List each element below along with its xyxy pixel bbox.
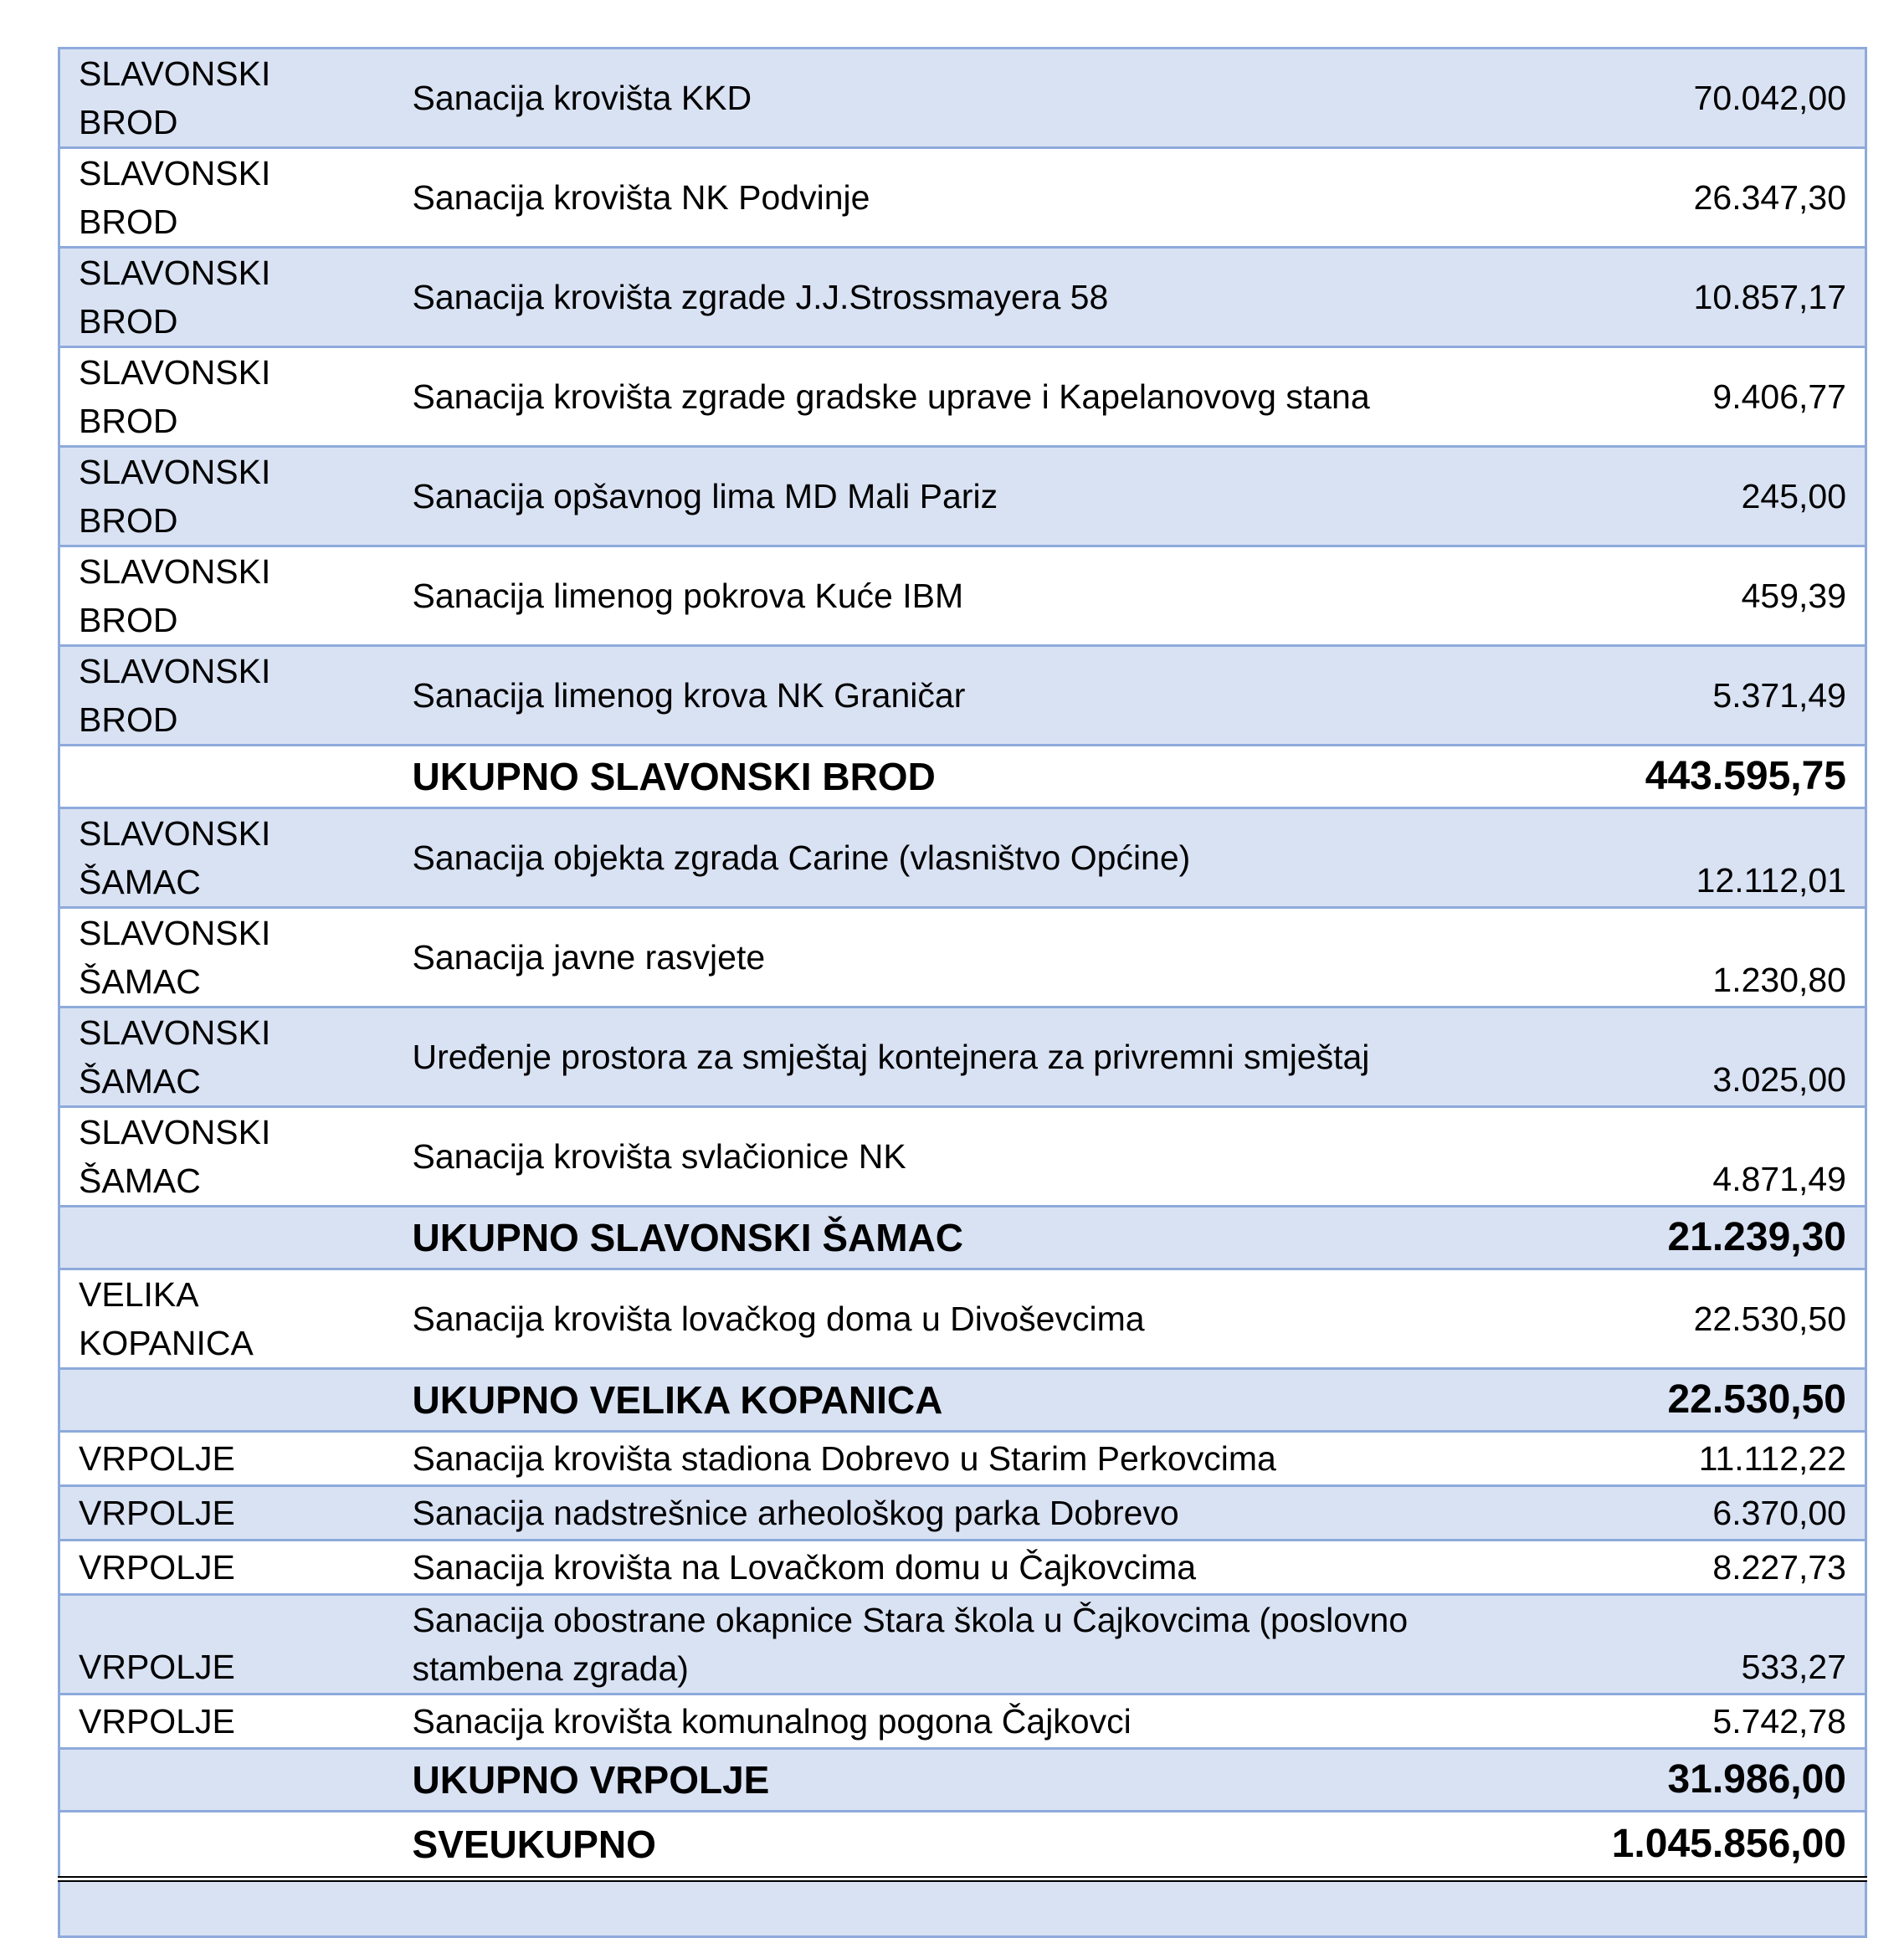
description-cell: Sanacija krovišta zgrade J.J.Strossmayera 58 [394,248,1481,347]
municipality-cell [59,1369,394,1432]
subtotal-label: UKUPNO VRPOLJE [394,1749,1481,1812]
description-cell: Sanacija krovišta lovačkog doma u Divoševcima [394,1269,1481,1369]
amount-cell: 10.857,17 [1481,248,1866,347]
description-cell: Uređenje prostora za smještaj kontejnera za privremni smještaj [394,1007,1481,1107]
municipality-cell: SLAVONSKI BROD [59,148,394,248]
description-cell: Sanacija krovišta na Lovačkom domu u Čajkovcima [394,1541,1481,1595]
municipality-cell: SLAVONSKI ŠAMAC [59,808,394,908]
amount-cell: 22.530,50 [1481,1269,1866,1369]
table-row [59,248,1866,347]
subtotal-row [59,746,1866,808]
description-cell: Sanacija krovišta svlačionice NK [394,1107,1481,1207]
amount-cell: 12.112,01 [1481,808,1866,908]
table-row [59,546,1866,646]
municipality-cell: VRPOLJE [59,1486,394,1541]
municipality-cell [59,1207,394,1269]
description-cell: Sanacija krovišta komunalnog pogona Čajkovci [394,1694,1481,1749]
municipality-cell: SLAVONSKI BROD [59,49,394,148]
amount-cell: 70.042,00 [1481,49,1866,148]
amount-cell: 5.371,49 [1481,646,1866,746]
table-row [59,1595,1866,1694]
grand-total-amount: 1.045.856,00 [1481,1812,1866,1879]
description-cell: Sanacija krovišta stadiona Dobrevo u Starim Perkovcima [394,1432,1481,1486]
municipality-cell: SLAVONSKI ŠAMAC [59,908,394,1007]
description-cell: Sanacija krovišta zgrade gradske uprave i Kapelanovovg stana [394,347,1481,447]
table-row [59,908,1866,1007]
description-cell: Sanacija nadstrešnice arheološkog parka Dobrevo [394,1486,1481,1541]
amount-cell: 5.742,78 [1481,1694,1866,1749]
subtotal-label: UKUPNO SLAVONSKI BROD [394,746,1481,808]
description-cell: Sanacija krovišta NK Podvinje [394,148,1481,248]
empty-footer-row [59,1879,1866,1937]
grand-total-row [59,1812,1866,1879]
description-cell: Sanacija obostrane okapnice Stara škola u Čajkovcima (poslovno stambena zgrada) [394,1595,1481,1694]
table-row [59,646,1866,746]
empty-cell [394,1879,1481,1937]
damage-repair-cost-table-container [58,47,1865,1938]
amount-cell: 8.227,73 [1481,1541,1866,1595]
subtotal-amount: 22.530,50 [1481,1369,1866,1432]
table-row [59,49,1866,148]
municipality-cell: VRPOLJE [59,1541,394,1595]
amount-cell: 26.347,30 [1481,148,1866,248]
municipality-cell: VRPOLJE [59,1432,394,1486]
municipality-cell: VRPOLJE [59,1694,394,1749]
amount-cell: 533,27 [1481,1595,1866,1694]
table-row [59,1541,1866,1595]
municipality-cell [59,1812,394,1879]
subtotal-amount: 21.239,30 [1481,1207,1866,1269]
municipality-cell: SLAVONSKI ŠAMAC [59,1007,394,1107]
subtotal-amount: 31.986,00 [1481,1749,1866,1812]
amount-cell: 1.230,80 [1481,908,1866,1007]
municipality-cell: VRPOLJE [59,1595,394,1694]
description-cell: Sanacija krovišta KKD [394,49,1481,148]
municipality-cell: SLAVONSKI BROD [59,646,394,746]
table-row [59,347,1866,447]
municipality-cell: VELIKA KOPANICA [59,1269,394,1369]
table-row [59,148,1866,248]
amount-cell: 4.871,49 [1481,1107,1866,1207]
table-row [59,1432,1866,1486]
subtotal-row [59,1207,1866,1269]
municipality-cell: SLAVONSKI BROD [59,546,394,646]
table-row [59,808,1866,908]
municipality-cell [59,746,394,808]
empty-cell [59,1879,394,1937]
table-row [59,1694,1866,1749]
table-row [59,1269,1866,1369]
municipality-cell [59,1749,394,1812]
amount-cell: 11.112,22 [1481,1432,1866,1486]
municipality-cell: SLAVONSKI ŠAMAC [59,1107,394,1207]
amount-cell: 3.025,00 [1481,1007,1866,1107]
table-row [59,1007,1866,1107]
empty-cell [1481,1879,1866,1937]
table-row [59,1486,1866,1541]
description-cell: Sanacija javne rasvjete [394,908,1481,1007]
subtotal-amount: 443.595,75 [1481,746,1866,808]
description-cell: Sanacija limenog krova NK Graničar [394,646,1481,746]
subtotal-label: UKUPNO VELIKA KOPANICA [394,1369,1481,1432]
amount-cell: 459,39 [1481,546,1866,646]
description-cell: Sanacija limenog pokrova Kuće IBM [394,546,1481,646]
municipality-cell: SLAVONSKI BROD [59,447,394,546]
amount-cell: 9.406,77 [1481,347,1866,447]
municipality-cell: SLAVONSKI BROD [59,248,394,347]
grand-total-label: SVEUKUPNO [394,1812,1481,1879]
amount-cell: 6.370,00 [1481,1486,1866,1541]
damage-repair-cost-table [58,47,1867,1938]
description-cell: Sanacija opšavnog lima MD Mali Pariz [394,447,1481,546]
subtotal-row [59,1749,1866,1812]
table-row [59,447,1866,546]
description-cell: Sanacija objekta zgrada Carine (vlasništvo Općine) [394,808,1481,908]
subtotal-label: UKUPNO SLAVONSKI ŠAMAC [394,1207,1481,1269]
subtotal-row [59,1369,1866,1432]
table-row [59,1107,1866,1207]
amount-cell: 245,00 [1481,447,1866,546]
municipality-cell: SLAVONSKI BROD [59,347,394,447]
